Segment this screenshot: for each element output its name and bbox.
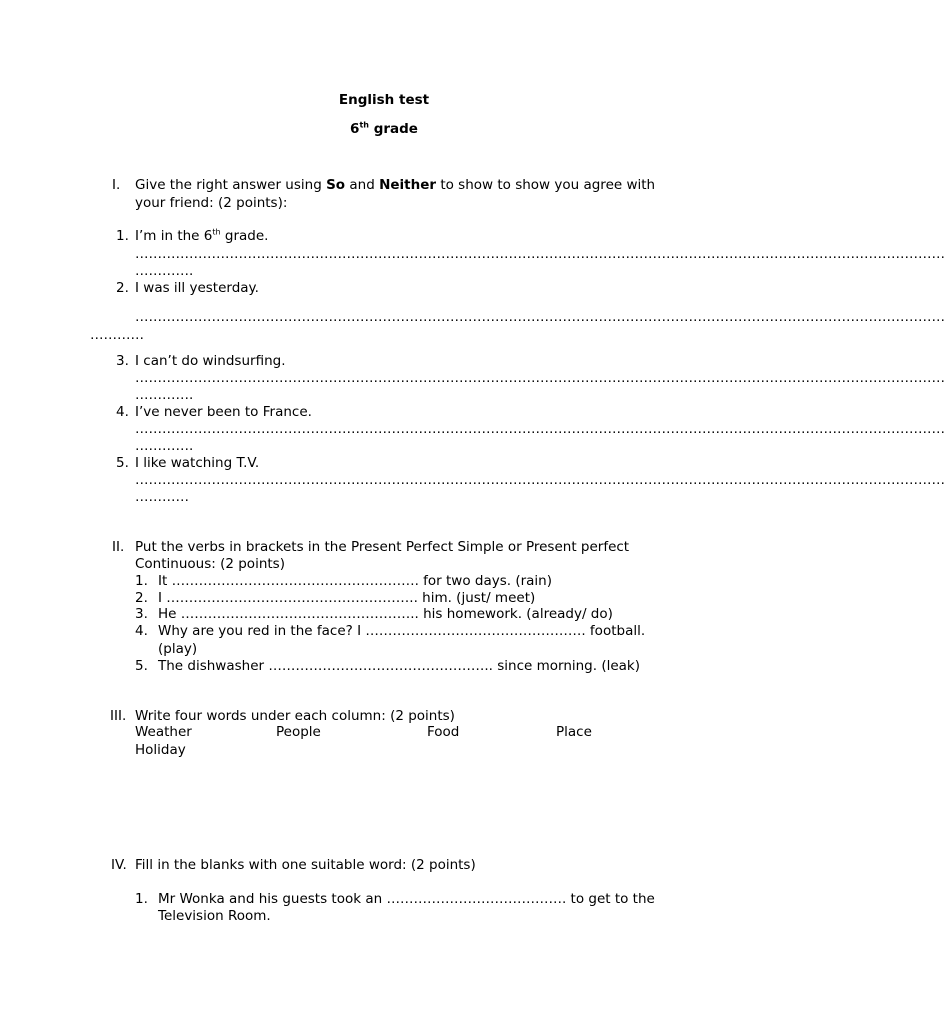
s1-item-4-answer-line-end[interactable]: …………. xyxy=(135,438,194,454)
s1-item-1-text-b: grade. xyxy=(220,228,269,244)
s1-item-5-answer-line[interactable]: ……………………………………………………………………………………………………………………………………………………………… xyxy=(135,472,945,488)
grade-superscript: th xyxy=(359,120,369,130)
section-3-numeral: III. xyxy=(110,708,127,724)
s1-item-3-answer-line-end[interactable]: …………. xyxy=(135,387,194,403)
section-1-instruction xyxy=(135,177,655,194)
s1-item-5-prompt: I like watching T.V. xyxy=(135,455,260,471)
s1-item-1-prompt xyxy=(135,228,268,245)
s2-item-2-number: 2. xyxy=(135,590,148,606)
section-1-intro-b: to show to show you agree with xyxy=(436,177,656,193)
s2-item-5-sentence[interactable]: The dishwasher ………………………………………….. since morning. (leak) xyxy=(158,658,641,674)
column-food: Food xyxy=(427,724,460,740)
column-weather: Weather xyxy=(135,724,192,740)
s1-item-4-prompt: I’ve never been to France. xyxy=(135,404,312,420)
s1-item-2-answer-line-end[interactable]: ………… xyxy=(90,327,144,343)
section-2-numeral: II. xyxy=(112,539,125,555)
s1-item-3-answer-line[interactable]: ……………………………………………………………………………………………………………………………………………………………… xyxy=(135,370,945,386)
page-title: English test xyxy=(338,92,430,108)
s1-item-2-prompt: I was ill yesterday. xyxy=(135,280,259,296)
s1-item-2-answer-line[interactable]: ……………………………………………………………………………………………………………………………………………………………… xyxy=(135,309,945,325)
section-4-numeral: IV. xyxy=(111,857,127,873)
s2-item-3-sentence[interactable]: He …………………………………………….. his homework. (already/ do) xyxy=(158,606,613,622)
s1-item-1-number: 1. xyxy=(116,228,129,244)
section-1-intro-a: Give the right answer using xyxy=(135,177,327,193)
s1-item-3-prompt: I can’t do windsurfing. xyxy=(135,353,286,369)
s4-item-1-number: 1. xyxy=(135,891,148,907)
s1-item-4-answer-line[interactable]: ……………………………………………………………………………………………………………………………………………………………… xyxy=(135,421,945,437)
keyword-so: So xyxy=(326,177,346,193)
s1-item-1-text-a: I’m in the 6 xyxy=(135,228,213,244)
column-people: People xyxy=(276,724,321,740)
section-1-instruction-line2: your friend: (2 points): xyxy=(135,195,288,211)
s1-item-5-answer-line-end[interactable]: ………… xyxy=(135,489,189,505)
s2-item-3-number: 3. xyxy=(135,606,148,622)
grade-number: 6 xyxy=(350,121,360,137)
s1-item-5-number: 5. xyxy=(116,455,129,471)
s4-item-1-sentence-line2: Television Room. xyxy=(158,908,271,924)
section-2-instruction-line2: Continuous: (2 points) xyxy=(135,556,285,572)
section-2-instruction: Put the verbs in brackets in the Present Perfect Simple or Present perfect xyxy=(135,539,630,555)
s2-item-5-number: 5. xyxy=(135,658,148,674)
s1-item-4-number: 4. xyxy=(116,404,129,420)
s1-item-2-number: 2. xyxy=(116,280,129,296)
grade-subtitle xyxy=(0,121,768,138)
section-1-intro-and: and xyxy=(345,177,380,193)
section-3-instruction: Write four words under each column: (2 points) xyxy=(135,708,455,724)
s1-item-1-answer-line-end[interactable]: …………. xyxy=(135,263,194,279)
s2-item-4-sentence[interactable]: Why are you red in the face? I …………………………………………. football. xyxy=(158,623,646,639)
s2-item-2-sentence[interactable]: I ……………………………………………….. him. (just/ meet) xyxy=(158,590,536,606)
s2-item-1-number: 1. xyxy=(135,573,148,589)
section-1-numeral: I. xyxy=(112,177,121,193)
grade-word: grade xyxy=(373,121,418,137)
section-4-instruction: Fill in the blanks with one suitable word: (2 points) xyxy=(135,857,476,873)
s1-item-1-answer-line[interactable]: ……………………………………………………………………………………………………………………………………………………………… xyxy=(135,246,945,262)
column-place: Place xyxy=(556,724,592,740)
s1-item-3-number: 3. xyxy=(116,353,129,369)
column-holiday: Holiday xyxy=(135,742,186,758)
s4-item-1-sentence[interactable]: Mr Wonka and his guests took an …………………………………. to get to the xyxy=(158,891,655,907)
s2-item-4-number: 4. xyxy=(135,623,148,639)
s2-item-4-sentence-line2: (play) xyxy=(158,641,198,657)
s1-item-1-superscript: th xyxy=(212,227,221,237)
s2-item-1-sentence[interactable]: It ………………………………………………. for two days. (rain) xyxy=(158,573,552,589)
keyword-neither: Neither xyxy=(379,177,437,193)
